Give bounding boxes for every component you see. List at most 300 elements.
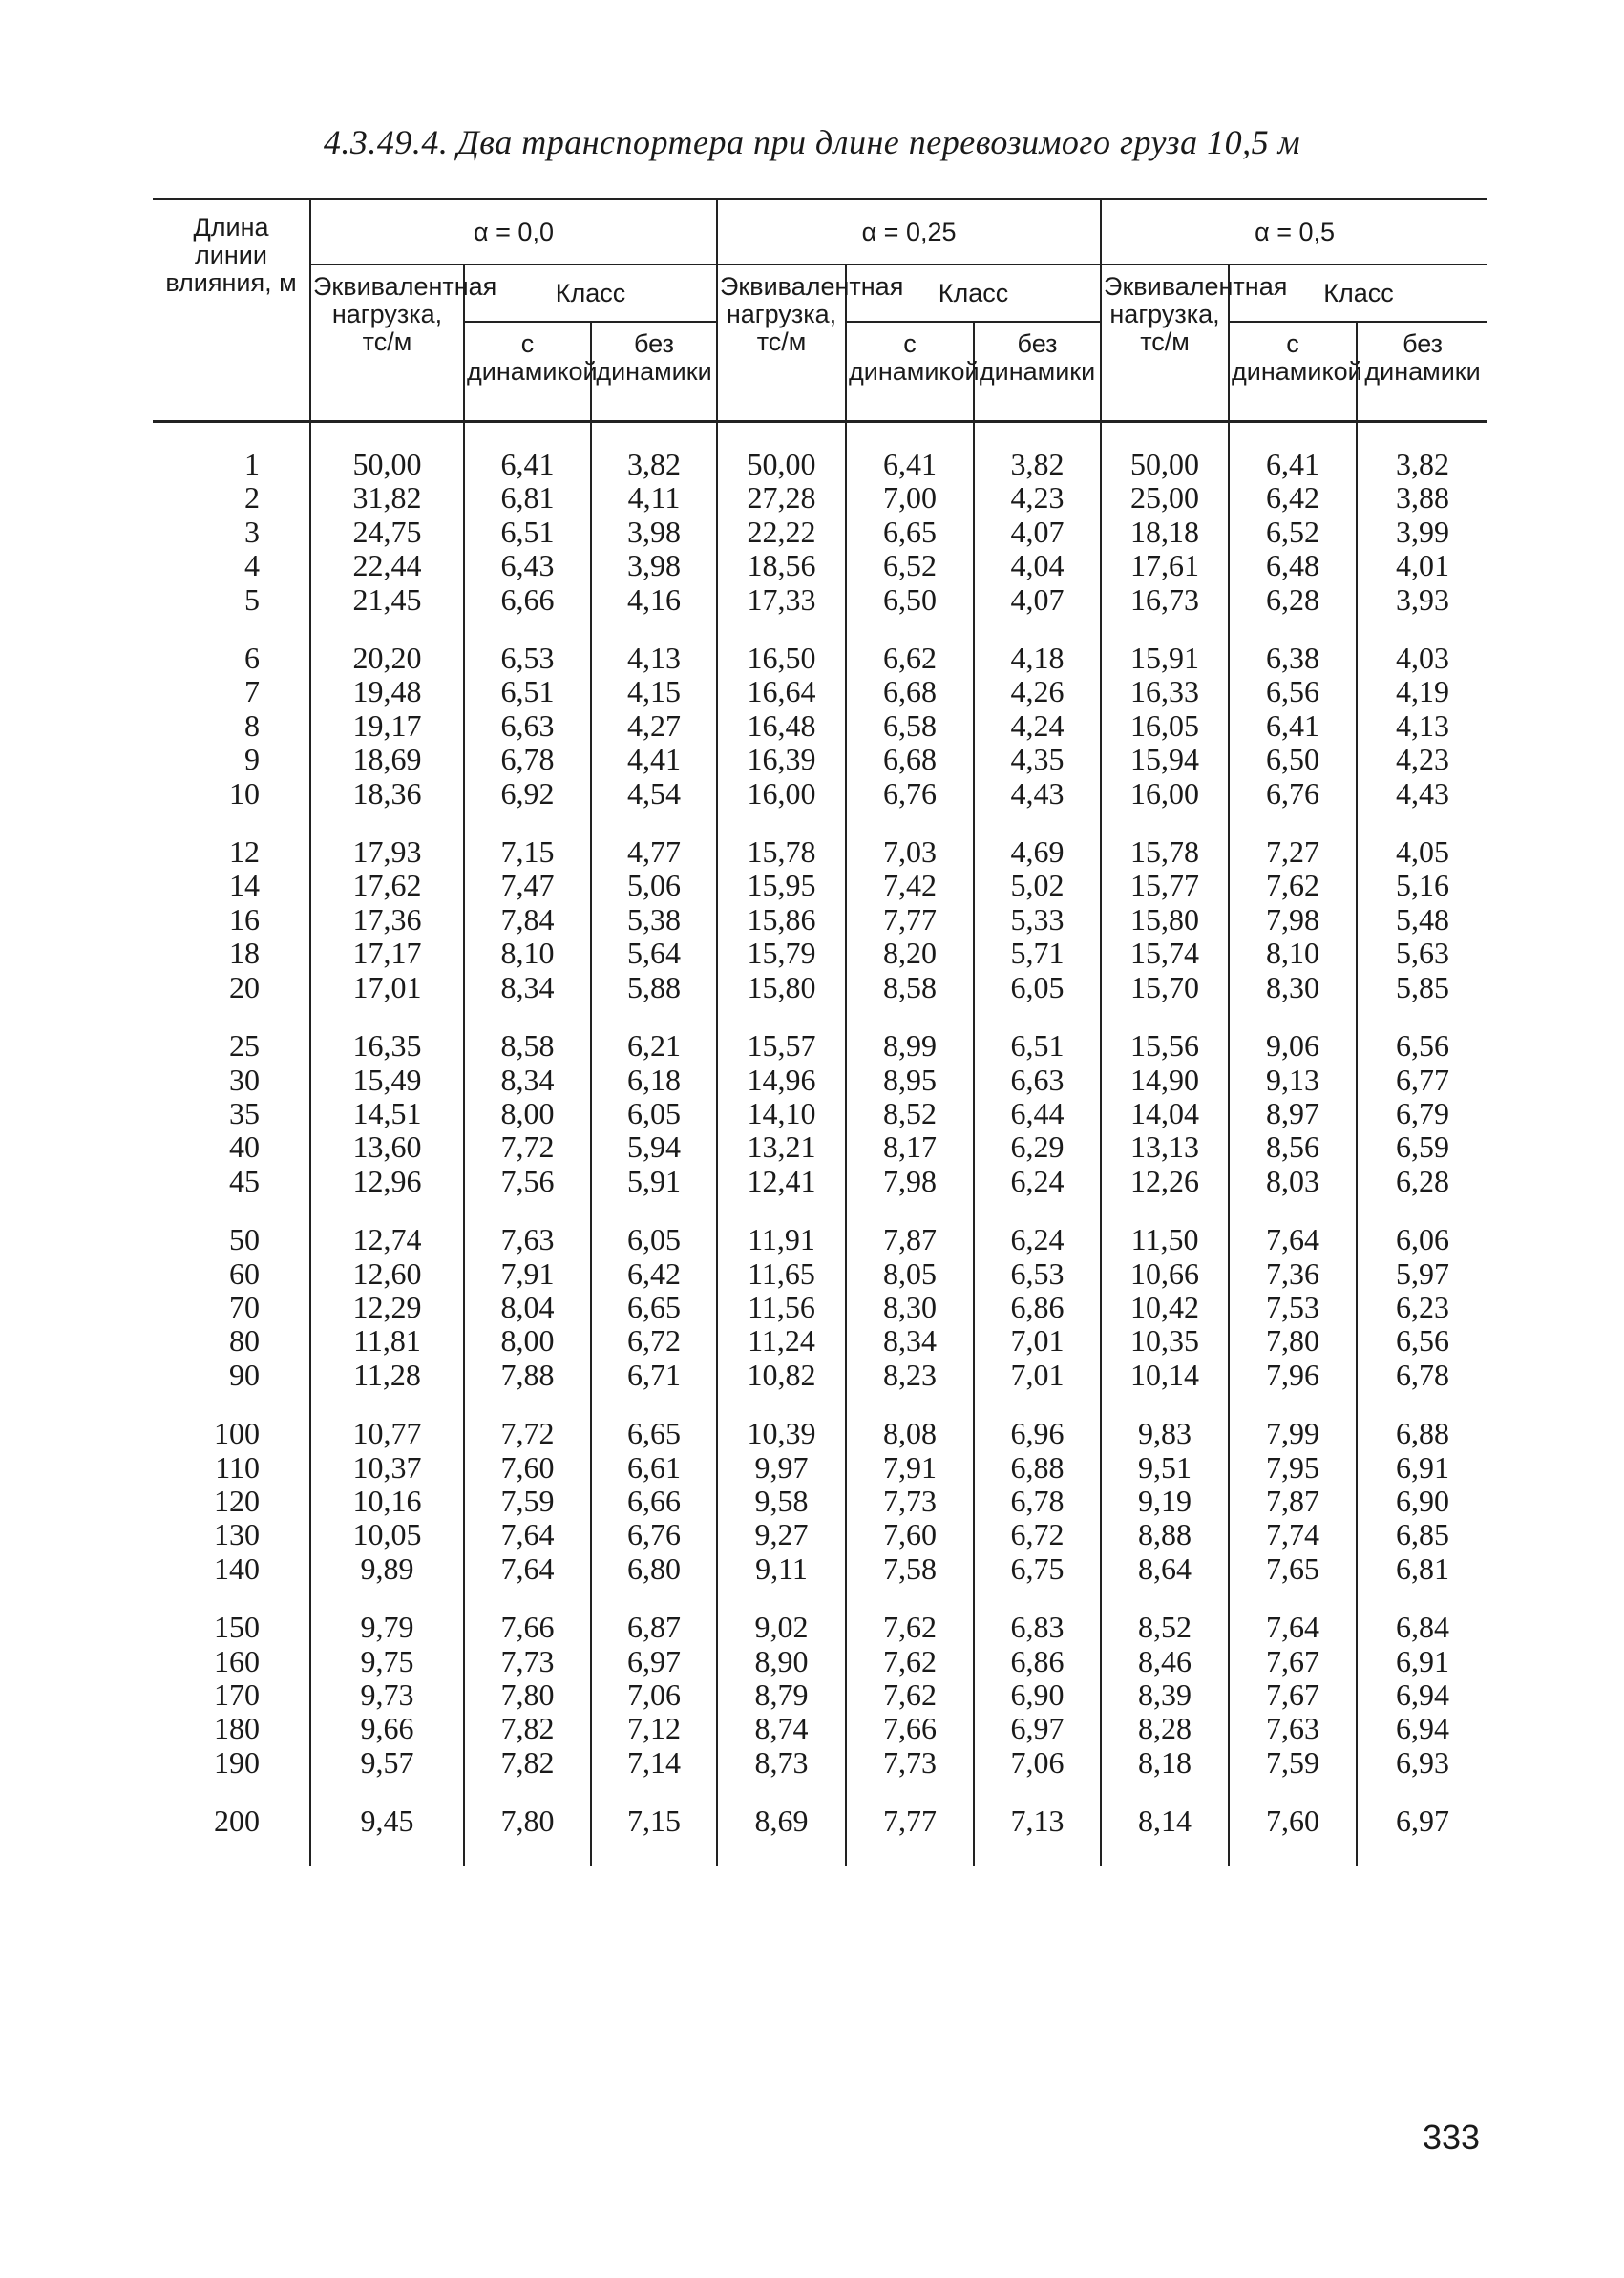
value-cell: 7,73 (846, 1746, 974, 1780)
value-cell: 7,74 (1229, 1518, 1357, 1551)
value-cell: 18,36 (310, 777, 464, 811)
spacer-cell (591, 811, 717, 835)
length-cell: 40 (229, 1129, 260, 1165)
value-cell: 11,81 (310, 1324, 464, 1358)
value-cell: 7,77 (846, 1804, 974, 1838)
value-cell: 10,05 (310, 1518, 464, 1551)
value-cell: 7,80 (464, 1804, 591, 1838)
value-cell: 6,53 (464, 642, 591, 675)
group-spacer (153, 617, 1487, 642)
value-cell: 6,48 (1229, 549, 1357, 582)
value-cell: 6,59 (1357, 1130, 1487, 1164)
spacer-cell (591, 617, 717, 642)
value-cell: 7,72 (464, 1417, 591, 1450)
value-cell: 9,57 (310, 1746, 464, 1780)
value-cell: 15,80 (717, 971, 846, 1004)
value-cell: 5,88 (591, 971, 717, 1004)
value-cell: 7,12 (591, 1712, 717, 1745)
spacer-cell (846, 811, 974, 835)
value-cell: 15,78 (717, 835, 846, 869)
value-cell: 6,76 (1229, 777, 1357, 811)
table-row (153, 971, 1487, 1004)
length-cell: 140 (214, 1550, 260, 1586)
length-cell: 200 (214, 1803, 260, 1839)
value-cell: 9,75 (310, 1645, 464, 1678)
value-cell: 9,11 (717, 1552, 846, 1586)
spacer-cell (153, 1780, 310, 1804)
value-cell: 6,24 (974, 1223, 1101, 1256)
value-cell: 17,17 (310, 937, 464, 970)
value-cell: 7,96 (1229, 1359, 1357, 1392)
value-cell: 9,45 (310, 1804, 464, 1838)
value-cell: 8,58 (846, 971, 974, 1004)
value-cell: 4,15 (591, 675, 717, 708)
spacer-cell (1357, 617, 1487, 642)
spacer-cell (464, 1839, 591, 1866)
value-cell: 8,04 (464, 1291, 591, 1324)
value-cell: 6,29 (974, 1130, 1101, 1164)
value-cell: 7,87 (1229, 1485, 1357, 1518)
value-cell: 7,80 (1229, 1324, 1357, 1358)
value-cell: 6,05 (591, 1223, 717, 1256)
table-row (153, 1678, 1487, 1712)
value-cell: 7,06 (591, 1678, 717, 1712)
table-row (153, 709, 1487, 743)
value-cell: 3,98 (591, 516, 717, 549)
value-cell: 15,74 (1101, 937, 1229, 970)
value-cell: 9,73 (310, 1678, 464, 1712)
spacer-cell (1229, 1198, 1357, 1223)
value-cell: 7,15 (464, 835, 591, 869)
value-cell: 8,00 (464, 1324, 591, 1358)
value-cell: 21,45 (310, 583, 464, 617)
value-cell: 6,63 (464, 709, 591, 743)
value-cell: 6,41 (846, 448, 974, 481)
length-cell: 110 (215, 1449, 260, 1485)
length-cell: 20 (229, 969, 260, 1004)
value-cell: 6,51 (464, 516, 591, 549)
value-cell: 6,78 (974, 1485, 1101, 1518)
value-cell: 7,82 (464, 1746, 591, 1780)
value-cell: 6,88 (974, 1451, 1101, 1485)
value-cell: 6,97 (1357, 1804, 1487, 1838)
value-cell: 18,69 (310, 743, 464, 776)
length-cell: 16 (229, 901, 260, 937)
value-cell: 8,10 (1229, 937, 1357, 970)
header-with-dynamics: с динамикой (464, 322, 591, 422)
header-alpha-0: α = 0,0 (310, 200, 717, 265)
value-cell: 6,58 (846, 709, 974, 743)
value-cell: 10,39 (717, 1417, 846, 1450)
value-cell: 4,23 (974, 481, 1101, 515)
spacer-cell (717, 1839, 846, 1866)
value-cell: 8,30 (846, 1291, 974, 1324)
value-cell: 10,16 (310, 1485, 464, 1518)
table-row (153, 1359, 1487, 1392)
length-cell: 12 (229, 834, 260, 870)
value-cell: 50,00 (310, 448, 464, 481)
value-cell: 15,86 (717, 903, 846, 937)
value-cell: 6,75 (974, 1552, 1101, 1586)
table-row (153, 1552, 1487, 1586)
length-cell: 190 (214, 1744, 260, 1780)
value-cell: 6,88 (1357, 1417, 1487, 1450)
value-cell: 9,58 (717, 1485, 846, 1518)
value-cell: 3,82 (974, 448, 1101, 481)
table-row (153, 1257, 1487, 1291)
spacer-cell (974, 1839, 1101, 1866)
value-cell: 7,64 (464, 1518, 591, 1551)
value-cell: 5,94 (591, 1130, 717, 1164)
value-cell: 6,06 (1357, 1223, 1487, 1256)
value-cell: 7,80 (464, 1678, 591, 1712)
value-cell: 6,21 (591, 1029, 717, 1063)
group-spacer (153, 1839, 1487, 1866)
length-cell: 10 (229, 775, 260, 811)
value-cell: 19,17 (310, 709, 464, 743)
spacer-cell (974, 811, 1101, 835)
length-cell: 90 (229, 1357, 260, 1392)
table-row (153, 777, 1487, 811)
value-cell: 5,64 (591, 937, 717, 970)
spacer-cell (464, 1586, 591, 1611)
value-cell: 22,22 (717, 516, 846, 549)
group-spacer (153, 1198, 1487, 1223)
spacer-cell (717, 1198, 846, 1223)
value-cell: 7,27 (1229, 835, 1357, 869)
value-cell: 6,84 (1357, 1611, 1487, 1644)
value-cell: 4,16 (591, 583, 717, 617)
value-cell: 6,68 (846, 743, 974, 776)
spacer-cell (310, 1392, 464, 1417)
value-cell: 4,43 (974, 777, 1101, 811)
header-length: Длина линии влияния, м (153, 200, 310, 422)
table-row (153, 1451, 1487, 1485)
spacer-cell (846, 1004, 974, 1029)
length-cell: 5 (244, 581, 260, 617)
value-cell: 7,13 (974, 1804, 1101, 1838)
value-cell: 5,97 (1357, 1257, 1487, 1291)
value-cell: 7,36 (1229, 1257, 1357, 1291)
value-cell: 3,82 (1357, 448, 1487, 481)
value-cell: 6,80 (591, 1552, 717, 1586)
value-cell: 14,10 (717, 1097, 846, 1130)
spacer-cell (464, 1392, 591, 1417)
spacer-cell (153, 617, 310, 642)
value-cell: 4,07 (974, 583, 1101, 617)
value-cell: 16,64 (717, 675, 846, 708)
value-cell: 7,84 (464, 903, 591, 937)
value-cell: 5,85 (1357, 971, 1487, 1004)
value-cell: 7,06 (974, 1746, 1101, 1780)
header-class: Класс (1229, 264, 1487, 322)
value-cell: 7,67 (1229, 1645, 1357, 1678)
table-row (153, 1165, 1487, 1198)
value-cell: 7,62 (846, 1678, 974, 1712)
spacer-cell (591, 1586, 717, 1611)
spacer-cell (1229, 1392, 1357, 1417)
value-cell: 12,96 (310, 1165, 464, 1198)
value-cell: 4,18 (974, 642, 1101, 675)
group-spacer (153, 1004, 1487, 1029)
spacer-cell (846, 1198, 974, 1223)
spacer-cell (974, 1392, 1101, 1417)
value-cell: 8,34 (464, 1064, 591, 1097)
value-cell: 6,51 (974, 1029, 1101, 1063)
value-cell: 16,35 (310, 1029, 464, 1063)
spacer-cell (591, 1198, 717, 1223)
table-row (153, 1223, 1487, 1256)
length-cell: 170 (214, 1677, 260, 1712)
value-cell: 7,47 (464, 869, 591, 902)
value-cell: 7,66 (464, 1611, 591, 1644)
spacer-cell (464, 617, 591, 642)
length-cell: 25 (229, 1028, 260, 1064)
value-cell: 10,66 (1101, 1257, 1229, 1291)
value-cell: 15,49 (310, 1064, 464, 1097)
value-cell: 4,13 (1357, 709, 1487, 743)
table-row (153, 835, 1487, 869)
spacer-cell (310, 1004, 464, 1029)
value-cell: 15,94 (1101, 743, 1229, 776)
length-cell: 9 (244, 742, 260, 777)
value-cell: 16,48 (717, 709, 846, 743)
spacer-cell (1101, 1839, 1229, 1866)
table-row (153, 1746, 1487, 1780)
header-without-dynamics: без динамики (1357, 322, 1487, 422)
spacer-cell (717, 1780, 846, 1804)
table-row (153, 642, 1487, 675)
value-cell: 7,62 (846, 1611, 974, 1644)
spacer-cell (153, 1392, 310, 1417)
value-cell: 5,91 (591, 1165, 717, 1198)
value-cell: 7,59 (464, 1485, 591, 1518)
value-cell: 9,02 (717, 1611, 846, 1644)
value-cell: 14,90 (1101, 1064, 1229, 1097)
length-cell: 80 (229, 1323, 260, 1359)
value-cell: 6,65 (591, 1291, 717, 1324)
value-cell: 3,99 (1357, 516, 1487, 549)
length-cell: 150 (214, 1610, 260, 1645)
length-cell: 130 (214, 1517, 260, 1552)
table-row (153, 1518, 1487, 1551)
value-cell: 6,78 (1357, 1359, 1487, 1392)
value-cell: 4,01 (1357, 549, 1487, 582)
spacer-cell (1229, 1586, 1357, 1611)
value-cell: 6,76 (846, 777, 974, 811)
table-row (153, 583, 1487, 617)
value-cell: 6,68 (846, 675, 974, 708)
length-cell: 50 (229, 1222, 260, 1257)
value-cell: 8,90 (717, 1645, 846, 1678)
table-row (153, 903, 1487, 937)
value-cell: 6,65 (591, 1417, 717, 1450)
value-cell: 6,91 (1357, 1451, 1487, 1485)
value-cell: 6,41 (1229, 709, 1357, 743)
table-row (153, 1064, 1487, 1097)
length-cell: 4 (244, 548, 260, 583)
value-cell: 6,56 (1357, 1029, 1487, 1063)
header-with-dynamics: с динамикой (1229, 322, 1357, 422)
value-cell: 9,19 (1101, 1485, 1229, 1518)
spacer-cell (974, 617, 1101, 642)
spacer-cell (153, 1586, 310, 1611)
value-cell: 9,27 (717, 1518, 846, 1551)
value-cell: 10,14 (1101, 1359, 1229, 1392)
spacer-cell (310, 617, 464, 642)
value-cell: 7,64 (1229, 1223, 1357, 1256)
spacer-cell (153, 811, 310, 835)
value-cell: 4,19 (1357, 675, 1487, 708)
spacer-cell (846, 1586, 974, 1611)
value-cell: 4,07 (974, 516, 1101, 549)
value-cell: 6,28 (1357, 1165, 1487, 1198)
value-cell: 11,50 (1101, 1223, 1229, 1256)
value-cell: 8,05 (846, 1257, 974, 1291)
table-row (153, 1611, 1487, 1644)
value-cell: 8,99 (846, 1029, 974, 1063)
value-cell: 6,79 (1357, 1097, 1487, 1130)
value-cell: 6,93 (1357, 1746, 1487, 1780)
value-cell: 5,06 (591, 869, 717, 902)
value-cell: 7,58 (846, 1552, 974, 1586)
length-cell: 45 (229, 1163, 260, 1198)
value-cell: 7,99 (1229, 1417, 1357, 1450)
value-cell: 8,74 (717, 1712, 846, 1745)
table-row (153, 1130, 1487, 1164)
table-row (153, 1804, 1487, 1838)
spacer-cell (1101, 1392, 1229, 1417)
value-cell: 12,26 (1101, 1165, 1229, 1198)
value-cell: 17,33 (717, 583, 846, 617)
value-cell: 6,94 (1357, 1678, 1487, 1712)
spacer-cell (464, 1780, 591, 1804)
spacer-cell (310, 1586, 464, 1611)
value-cell: 6,62 (846, 642, 974, 675)
spacer-cell (310, 422, 464, 449)
value-cell: 6,56 (1357, 1324, 1487, 1358)
spacer-cell (846, 422, 974, 449)
value-cell: 6,78 (464, 743, 591, 776)
value-cell: 8,28 (1101, 1712, 1229, 1745)
value-cell: 18,56 (717, 549, 846, 582)
value-cell: 10,77 (310, 1417, 464, 1450)
value-cell: 8,17 (846, 1130, 974, 1164)
spacer-cell (974, 422, 1101, 449)
value-cell: 16,73 (1101, 583, 1229, 617)
value-cell: 6,91 (1357, 1645, 1487, 1678)
spacer-cell (310, 1839, 464, 1866)
header-alpha-05: α = 0,5 (1101, 200, 1487, 265)
length-cell: 100 (214, 1416, 260, 1451)
value-cell: 11,56 (717, 1291, 846, 1324)
value-cell: 8,95 (846, 1064, 974, 1097)
table-row (153, 549, 1487, 582)
spacer-cell (591, 1392, 717, 1417)
value-cell: 8,88 (1101, 1518, 1229, 1551)
table-body (153, 422, 1487, 1866)
value-cell: 7,95 (1229, 1451, 1357, 1485)
value-cell: 5,38 (591, 903, 717, 937)
value-cell: 4,11 (591, 481, 717, 515)
table-row (153, 1097, 1487, 1130)
value-cell: 6,41 (464, 448, 591, 481)
value-cell: 7,88 (464, 1359, 591, 1392)
value-cell: 17,36 (310, 903, 464, 937)
value-cell: 10,82 (717, 1359, 846, 1392)
header-alpha-025: α = 0,25 (717, 200, 1101, 265)
spacer-cell (717, 1004, 846, 1029)
value-cell: 10,37 (310, 1451, 464, 1485)
value-cell: 3,82 (591, 448, 717, 481)
header-equiv-load: Эквивалентная нагрузка, тс/м (717, 264, 846, 422)
value-cell: 8,23 (846, 1359, 974, 1392)
table-row (153, 516, 1487, 549)
length-cell: 120 (214, 1483, 260, 1518)
value-cell: 18,18 (1101, 516, 1229, 549)
value-cell: 9,97 (717, 1451, 846, 1485)
value-cell: 4,41 (591, 743, 717, 776)
value-cell: 8,73 (717, 1746, 846, 1780)
value-cell: 8,46 (1101, 1645, 1229, 1678)
value-cell: 4,24 (974, 709, 1101, 743)
spacer-cell (1357, 1004, 1487, 1029)
value-cell: 7,00 (846, 481, 974, 515)
value-cell: 11,28 (310, 1359, 464, 1392)
value-cell: 3,93 (1357, 583, 1487, 617)
spacer-cell (153, 422, 310, 449)
value-cell: 6,66 (464, 583, 591, 617)
value-cell: 7,98 (846, 1165, 974, 1198)
value-cell: 9,89 (310, 1552, 464, 1586)
value-cell: 15,79 (717, 937, 846, 970)
value-cell: 11,24 (717, 1324, 846, 1358)
table-row (153, 675, 1487, 708)
spacer-cell (591, 1839, 717, 1866)
value-cell: 16,33 (1101, 675, 1229, 708)
value-cell: 7,72 (464, 1130, 591, 1164)
value-cell: 5,48 (1357, 903, 1487, 937)
spacer-cell (1357, 1392, 1487, 1417)
header-equiv-load: Эквивалентная нагрузка, тс/м (310, 264, 464, 422)
value-cell: 8,34 (846, 1324, 974, 1358)
value-cell: 15,95 (717, 869, 846, 902)
length-cell: 70 (229, 1289, 260, 1324)
value-cell: 8,69 (717, 1804, 846, 1838)
value-cell: 8,34 (464, 971, 591, 1004)
length-cell: 35 (229, 1095, 260, 1130)
value-cell: 8,52 (1101, 1611, 1229, 1644)
length-cell: 18 (229, 936, 260, 971)
spacer-cell (717, 422, 846, 449)
value-cell: 15,91 (1101, 642, 1229, 675)
value-cell: 7,63 (464, 1223, 591, 1256)
header-equiv-load: Эквивалентная нагрузка, тс/м (1101, 264, 1229, 422)
value-cell: 16,00 (1101, 777, 1229, 811)
spacer-cell (974, 1586, 1101, 1611)
value-cell: 6,72 (974, 1518, 1101, 1551)
spacer-cell (717, 811, 846, 835)
spacer-cell (464, 1004, 591, 1029)
group-spacer (153, 811, 1487, 835)
value-cell: 13,60 (310, 1130, 464, 1164)
load-table (153, 198, 1487, 1866)
length-cell: 30 (229, 1062, 260, 1097)
value-cell: 6,53 (974, 1257, 1101, 1291)
value-cell: 4,77 (591, 835, 717, 869)
value-cell: 6,51 (464, 675, 591, 708)
length-cell: 180 (214, 1711, 260, 1746)
